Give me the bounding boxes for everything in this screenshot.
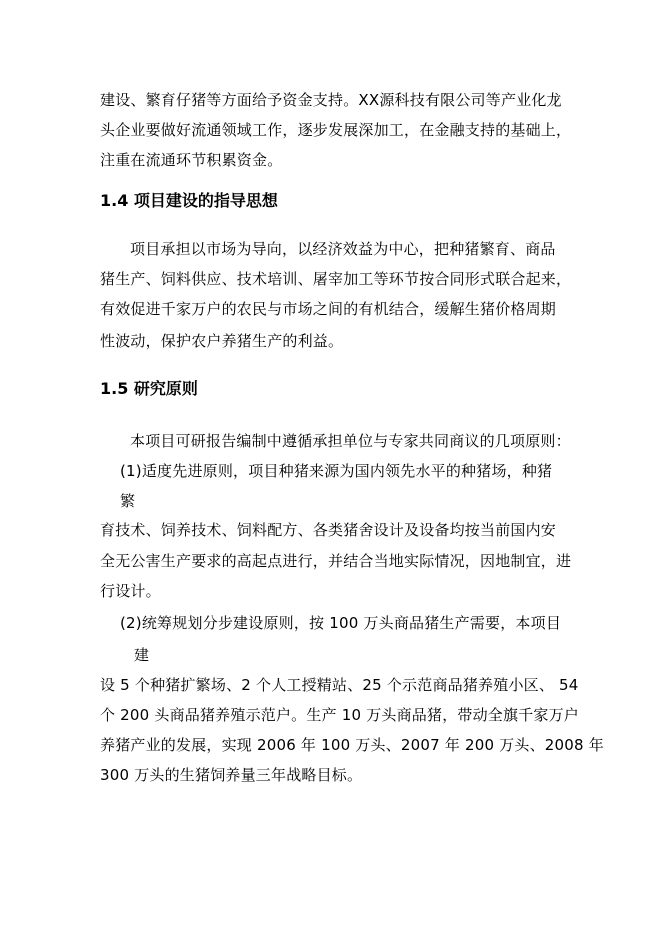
principle-line: 育技术、饲养技术、饲料配方、各类猪舍设计及设备均按当前国内安 (100, 521, 557, 539)
principle-line: 全无公害生产要求的高起点进行，并结合当地实际情况，因地制宜，进 (100, 552, 572, 570)
principle-line: (2)统筹规划分步建设原则，按 100 万头商品猪生产需要，本项目 (120, 614, 562, 632)
paragraph-line: 猪生产、饲料供应、技术培训、屠宰加工等环节按合同形式联合起来， (100, 270, 572, 288)
principle-line: 300 万头的生猪饲养量三年战略目标。 (100, 766, 363, 784)
section-heading-1-4: 1.4 项目建设的指导思想 (100, 191, 278, 210)
principle-line: 建 (134, 646, 150, 664)
principle-line: 设 5 个种猪扩繁场、2 个人工授精站、25 个示范商品猪养殖小区、 54 (100, 676, 579, 694)
paragraph-line: 项目承担以市场为导向，以经济效益为中心，把种猪繁育、商品 (130, 240, 556, 258)
principle-line: 养猪产业的发展，实现 2006 年 100 万头、2007 年 200 万头、2008 年 (100, 736, 604, 754)
principle-line: (1)适度先进原则，项目种猪来源为国内领先水平的种猪场，种猪 (120, 462, 553, 480)
section-heading-1-5: 1.5 研究原则 (100, 379, 198, 398)
paragraph-line: 注重在流通环节积累资金。 (100, 151, 283, 169)
principle-line: 个 200 头商品猪养殖示范户。生产 10 万头商品猪，带动全旗千家万户 (100, 706, 579, 724)
paragraph-line: 建设、繁育仔猪等方面给予资金支持。XX源科技有限公司等产业化龙 (100, 91, 562, 109)
paragraph-line: 性波动，保护农户养猪生产的利益。 (100, 332, 344, 350)
principle-line: 繁 (120, 492, 136, 510)
principle-line: 行设计。 (100, 582, 161, 600)
paragraph-line: 头企业要做好流通领域工作，逐步发展深加工，在金融支持的基础上， (100, 121, 572, 139)
paragraph-line: 本项目可研报告编制中遵循承担单位与专家共同商议的几项原则： (130, 432, 571, 450)
paragraph-line: 有效促进千家万户的农民与市场之间的有机结合，缓解生猪价格周期 (100, 300, 557, 318)
